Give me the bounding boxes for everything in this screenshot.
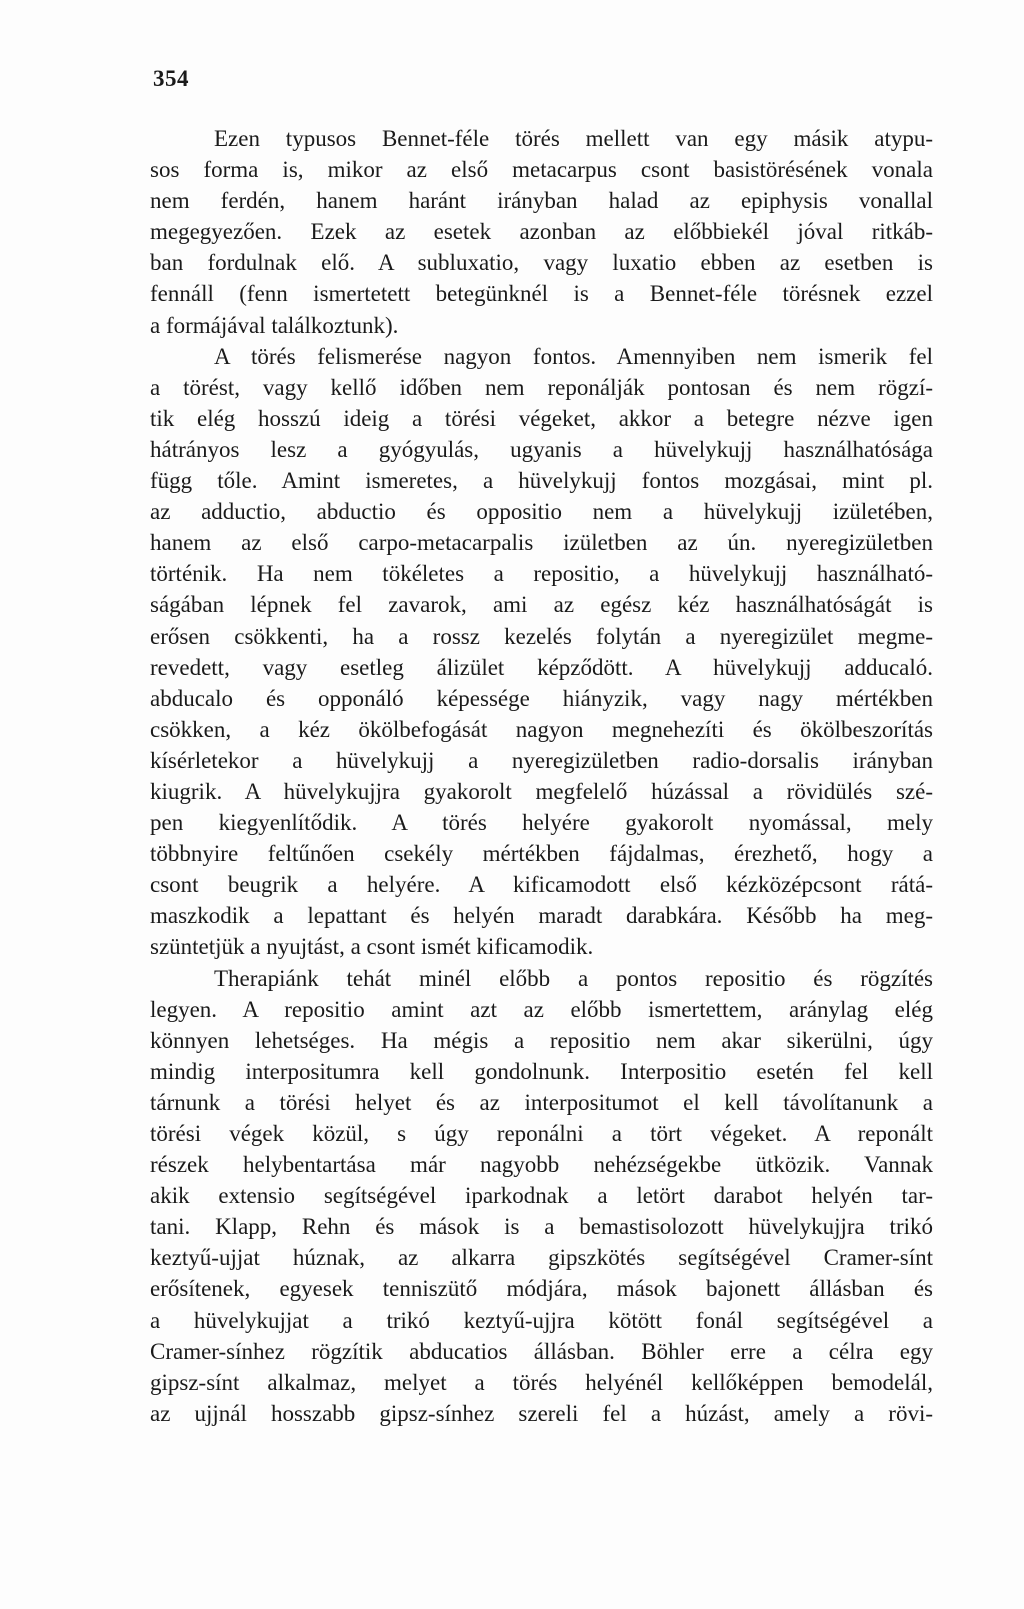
text-line xyxy=(150,185,933,216)
text-line-content: fennáll (fenn ismertetett betegünknél is a Bennet-féle törésnek ezzel xyxy=(150,281,933,307)
text-line xyxy=(150,216,933,247)
text-line xyxy=(150,652,933,683)
text-line-content: revedett, vagy esetleg álizület képződött. A hüvelykujj adducaló. xyxy=(150,654,933,680)
text-line-content: történik. Ha nem tökéletes a repositio, a hüvelykujj használható- xyxy=(150,561,933,587)
text-line-content: erősen csökkenti, ha a rossz kezelés folytán a nyeregizület megme- xyxy=(150,623,933,649)
text-line xyxy=(150,1025,933,1056)
text-line xyxy=(150,900,933,931)
text-line xyxy=(150,807,933,838)
text-line-content: nem ferdén, hanem haránt irányban halad az epiphysis vonallal xyxy=(150,188,933,214)
text-line xyxy=(150,403,933,434)
text-line xyxy=(150,123,933,154)
text-line xyxy=(150,154,933,185)
text-line xyxy=(150,247,933,278)
page-number: 354 xyxy=(153,66,189,91)
text-line xyxy=(150,931,933,962)
text-line-content: hanem az első carpo-metacarpalis izületben az ún. nyeregizületben xyxy=(150,530,933,556)
text-line-content: Cramer-sínhez rögzítik abducatios állásban. Böhler erre a célra egy xyxy=(150,1338,933,1364)
text-line xyxy=(150,1056,933,1087)
text-line-content: Ezen typusos Bennet-féle törés mellett van egy másik atypu- xyxy=(214,126,933,151)
text-line-content: ságában lépnek fel zavarok, ami az egész kéz használhatóságát is xyxy=(150,592,933,618)
text-line xyxy=(150,558,933,589)
text-line xyxy=(150,963,933,994)
text-line-content: függ tőle. Amint ismeretes, a hüvelykujj fontos mozgásai, mint pl. xyxy=(150,468,933,494)
text-line-content: maszkodik a lepattant és helyén maradt darabkára. Később ha meg- xyxy=(150,903,933,929)
text-line xyxy=(150,1118,933,1149)
text-line-content: a formájával találkoztunk). xyxy=(150,312,399,338)
text-line-content: sos forma is, mikor az első metacarpus csont basistörésének vonala xyxy=(150,157,933,183)
text-line-content: csont beugrik a helyére. A kificamodott első kézközépcsont rátá- xyxy=(150,872,933,898)
text-line xyxy=(150,1367,933,1398)
text-line xyxy=(150,776,933,807)
text-line-content: Therapiánk tehát minél előbb a pontos repositio és rögzítés xyxy=(214,965,933,991)
text-line xyxy=(150,1398,933,1429)
text-line xyxy=(150,527,933,558)
text-line-content: részek helybentartása már nagyobb nehézségekbe ütközik. Vannak xyxy=(150,1152,933,1178)
text-line xyxy=(150,465,933,496)
text-line-content: erősítenek, egyesek tenniszütő módjára, mások bajonett állásban és xyxy=(150,1276,933,1302)
text-line-content: többnyire feltűnően csekély mértékben fájdalmas, érezhető, hogy a xyxy=(150,841,933,867)
body-text xyxy=(150,123,933,1429)
text-line-content: a törést, vagy kellő időben nem reponálják pontosan és nem rögzí- xyxy=(150,374,933,400)
text-line-content: akik extensio segítségével iparkodnak a letört darabot helyén tar- xyxy=(150,1183,933,1209)
text-line-content: A törés felismerése nagyon fontos. Amennyiben nem ismerik fel xyxy=(214,343,933,369)
text-line-content: kiugrik. A hüvelykujjra gyakorolt megfelelő húzással a rövidülés szé- xyxy=(150,778,933,804)
text-line xyxy=(150,1149,933,1180)
text-line xyxy=(150,1180,933,1211)
text-line-content: tik elég hosszú ideig a törési végeket, akkor a betegre nézve igen xyxy=(150,405,933,431)
text-line-content: könnyen lehetséges. Ha mégis a repositio nem akar sikerülni, úgy xyxy=(150,1027,933,1053)
text-line-content: csökken, a kéz ökölbefogását nagyon megnehezíti és ökölbeszorítás xyxy=(150,716,933,742)
text-line-content: szüntetjük a nyujtást, a csont ismét kificamodik. xyxy=(150,934,594,960)
text-line xyxy=(150,994,933,1025)
text-line xyxy=(150,1242,933,1273)
text-line xyxy=(150,372,933,403)
text-line-content: tárnunk a törési helyet és az interpositumot el kell távolítanunk a xyxy=(150,1089,933,1115)
text-line-content: pen kiegyenlítődik. A törés helyére gyakorolt nyomással, mely xyxy=(150,810,933,836)
text-line-content: abducalo és opponáló képessége hiányzik, vagy nagy mértékben xyxy=(150,685,933,711)
text-line-content: kísérletekor a hüvelykujj a nyeregizületben radio-dorsalis irányban xyxy=(150,747,933,773)
text-line xyxy=(150,745,933,776)
text-line xyxy=(150,714,933,745)
text-line xyxy=(150,1211,933,1242)
text-line xyxy=(150,838,933,869)
text-line-content: a hüvelykujjat a trikó keztyű-ujjra kötött fonál segítségével a xyxy=(150,1307,933,1333)
text-line xyxy=(150,621,933,652)
text-line xyxy=(150,1305,933,1336)
text-line-content: az adductio, abductio és oppositio nem a hüvelykujj izületében, xyxy=(150,499,933,525)
text-line-content: törési végek közül, s úgy reponálni a tört végeket. A reponált xyxy=(150,1121,933,1146)
text-line-content: tani. Klapp, Rehn és mások is a bemastisolozott hüvelykujjra trikó xyxy=(150,1214,933,1240)
text-line-content: legyen. A repositio amint azt az előbb ismertettem, aránylag elég xyxy=(150,996,933,1022)
text-line-content: gipsz-sínt alkalmaz, melyet a törés helyénél kellőképpen bemodelál, xyxy=(150,1369,933,1395)
text-line xyxy=(150,683,933,714)
text-line xyxy=(150,278,933,309)
text-line xyxy=(150,589,933,620)
text-line xyxy=(150,1273,933,1304)
text-line-content: hátrányos lesz a gyógyulás, ugyanis a hüvelykujj használhatósága xyxy=(150,436,933,462)
text-line xyxy=(150,1336,933,1367)
text-line-content: az ujjnál hosszabb gipsz-sínhez szereli fel a húzást, amely a rövi- xyxy=(150,1400,933,1426)
text-line xyxy=(150,869,933,900)
text-line xyxy=(150,434,933,465)
text-line-content: ban fordulnak elő. A subluxatio, vagy luxatio ebben az esetben is xyxy=(150,250,933,276)
text-line-content: keztyű-ujjat húznak, az alkarra gipszkötés segítségével Cramer-sínt xyxy=(150,1245,933,1271)
text-line xyxy=(150,496,933,527)
text-line-content: megegyezően. Ezek az esetek azonban az előbbiekél jóval ritkáb- xyxy=(150,219,933,245)
text-line xyxy=(150,1087,933,1118)
text-line xyxy=(150,310,933,341)
text-line xyxy=(150,341,933,372)
text-line-content: mindig interpositumra kell gondolnunk. Interpositio esetén fel kell xyxy=(150,1058,933,1084)
